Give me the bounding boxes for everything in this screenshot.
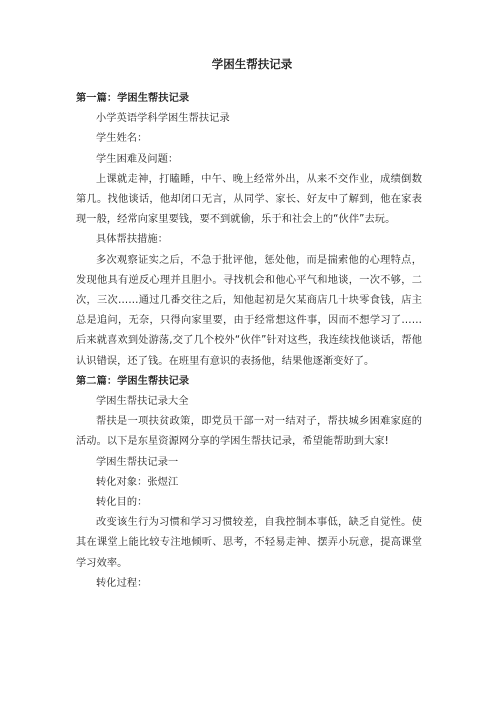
record-title: 学困生帮扶记录一 (96, 456, 179, 468)
student-name-label: 学生姓名： (96, 133, 148, 145)
document-title: 学困生帮扶记录 (211, 57, 293, 71)
problem-paragraph: 上课就走神，打瞌睡，中午、晚上经常外出，从来不交作业，成绩倒数第几。找他谈话，他却闭口无言，从同学、家长、好友中了解到，他在家表现一般，经常向家里要钱，要不到就偷，乐于和社会上的“伙伴”去玩。 (76, 173, 422, 226)
process-label: 转化过程： (96, 577, 148, 589)
section2-intro-paragraph: 帮扶是一项扶贫政策，即党员干部一对一结对子，帮扶城乡困难家庭的活动。以下是东星资源网分享的学困生帮扶记录，希望能帮助到大家! (76, 416, 422, 448)
target-label: 转化对象：张煜江 (96, 476, 179, 488)
problem-label: 学生困难及问题： (96, 153, 179, 165)
goal-paragraph: 改变该生行为习惯和学习习惯较差，自我控制本事低，缺乏自觉性。使其在课堂上能比较专注地倾听、思考，不轻易走神、摆弄小玩意，提高课堂学习效率。 (76, 517, 422, 569)
goal-label: 转化目的： (96, 497, 148, 509)
section1-heading: 第一篇：学困生帮扶记录 (76, 93, 190, 104)
measures-paragraph: 多次观察证实之后，不急于批评他，惩处他，而是揣索他的心理特点，发现他具有逆反心理并且胆小。寻找机会和他心平气和地谈，一次不够，二次，三次……通过几番交往之后，知他起初是欠某商店几十块零食钱，店主总是追问，无奈，只得向家里要，由于经常想这件事，因而不想学习了……后来就喜欢到处游荡,交了几个校外“伙伴”针对这些，我连续找他谈话，帮他认识错误，还了钱。在班里有意识的表扬他，结果他逐渐变好了。 (76, 254, 422, 367)
measures-label: 具体帮扶措施： (96, 234, 169, 246)
section2-heading: 第二篇：学困生帮扶记录 (76, 375, 190, 387)
section2-subtitle: 学困生帮扶记录大全 (96, 396, 189, 408)
section1-subtitle: 小学英语学科学困生帮扶记录 (96, 113, 230, 125)
document-body (76, 56, 422, 594)
